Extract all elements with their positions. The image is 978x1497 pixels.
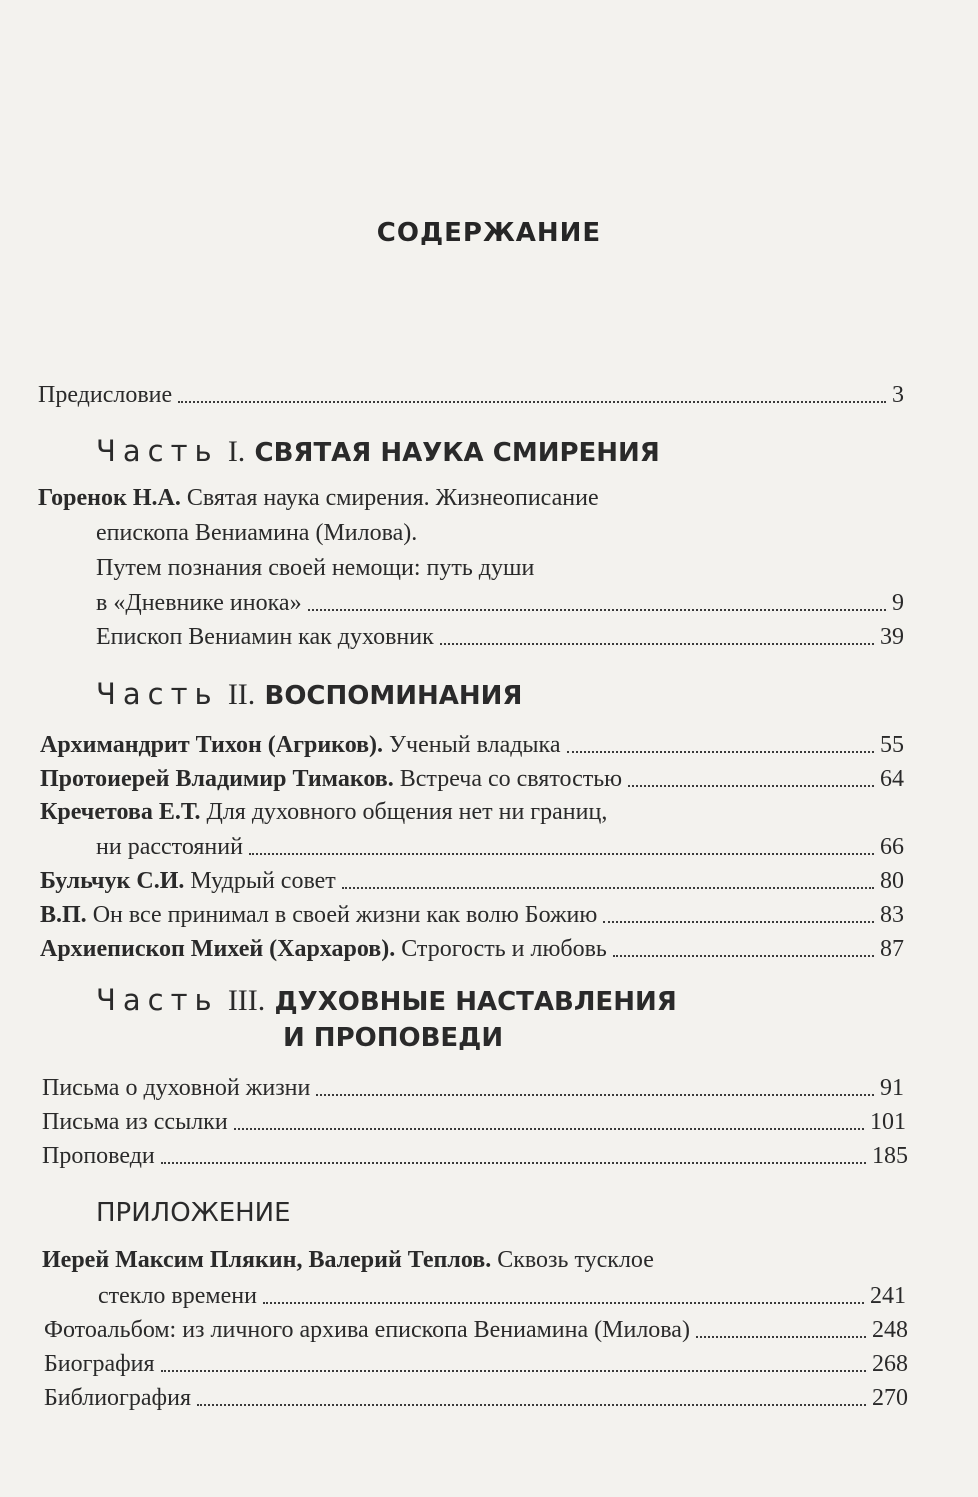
- entry-title: Письма из ссылки: [42, 1109, 228, 1135]
- part-3-heading: [96, 983, 677, 1018]
- page-number: 270: [872, 1385, 908, 1411]
- toc-entry: [40, 862, 904, 896]
- entry-title: Епископ Вениамин как духовник: [96, 624, 434, 650]
- toc-entry: [40, 896, 904, 930]
- toc-entry-gorenok-line1: [38, 483, 599, 513]
- part-1-heading: [96, 434, 660, 469]
- toc-entry-appendix-line1: [42, 1245, 654, 1275]
- entry-author: Бульчук С.И.: [40, 868, 185, 894]
- toc-entry-gorenok-line4: [96, 584, 904, 618]
- entry-title: Строгость и любовь: [401, 936, 607, 962]
- appendix-heading: ПРИЛОЖЕНИЕ: [96, 1198, 291, 1228]
- entry-title: стекло времени: [98, 1283, 257, 1309]
- entry-title: Он все принимал в своей жизни как волю Божию: [92, 902, 598, 928]
- page-number: 80: [880, 868, 904, 894]
- entry-title: Библиография: [44, 1385, 191, 1411]
- toc-entry: [40, 726, 904, 760]
- dot-leader: [440, 642, 874, 645]
- page-number: 268: [872, 1351, 908, 1377]
- entry-author: Протоиерей Владимир Тимаков.: [40, 766, 394, 792]
- toc-entry: [40, 760, 904, 794]
- dot-leader: [263, 1301, 864, 1304]
- entry-title: Сквозь тусклое: [497, 1247, 654, 1273]
- part-title: СВЯТАЯ НАУКА СМИРЕНИЯ: [254, 438, 660, 468]
- part-title: ДУХОВНЫЕ НАСТАВЛЕНИЯ: [274, 987, 677, 1017]
- entry-title: Мудрый совет: [190, 868, 336, 894]
- page-number: 91: [880, 1075, 904, 1101]
- toc-entry: [40, 930, 904, 964]
- dot-leader: [628, 784, 874, 787]
- dot-leader: [249, 852, 874, 855]
- part-number: III.: [227, 984, 266, 1017]
- entry-title: ни расстояний: [96, 834, 243, 860]
- entry-title: Для духовного общения нет ни границ,: [206, 799, 608, 825]
- dot-leader: [234, 1127, 864, 1130]
- entry-title: Фотоальбом: из личного архива епископа Вениамина (Милова): [44, 1317, 690, 1343]
- entry-title: Предисловие: [38, 382, 173, 408]
- part-title: ВОСПОМИНАНИЯ: [264, 681, 523, 711]
- dot-leader: [613, 954, 874, 957]
- entry-author: В.П.: [40, 902, 87, 928]
- toc-entry: [42, 1069, 904, 1103]
- entry-title: в «Дневнике инока»: [96, 590, 302, 616]
- entry-title: Проповеди: [42, 1143, 155, 1169]
- dot-leader: [603, 920, 874, 923]
- part-prefix: Часть: [96, 677, 219, 711]
- entry-title: Письма о духовной жизни: [42, 1075, 311, 1101]
- dot-leader: [197, 1403, 866, 1406]
- part-prefix: Часть: [96, 983, 219, 1017]
- part-prefix: Часть: [96, 434, 219, 468]
- page-number: 248: [872, 1317, 908, 1343]
- toc-entry-gorenok-line2: епископа Вениамина (Милова).: [96, 520, 418, 546]
- page-title: СОДЕРЖАНИЕ: [376, 218, 602, 248]
- toc-entry: [42, 1103, 906, 1137]
- dot-leader: [316, 1093, 874, 1096]
- part-number: I.: [227, 435, 246, 468]
- entry-title: Встреча со святостью: [399, 766, 623, 792]
- toc-entry: [44, 1345, 908, 1379]
- part-title-line2: И ПРОПОВЕДИ: [283, 1023, 504, 1053]
- dot-leader: [161, 1369, 866, 1372]
- entry-author: Иерей Максим Плякин, Валерий Теплов.: [42, 1247, 492, 1273]
- entry-title: Ученый владыка: [389, 732, 561, 758]
- toc-entry-preface: [38, 376, 904, 410]
- dot-leader: [696, 1335, 866, 1338]
- page-number: 241: [870, 1283, 906, 1309]
- page-number: 64: [880, 766, 904, 792]
- entry-author: Архимандрит Тихон (Агриков).: [40, 732, 384, 758]
- toc-entry: [42, 1137, 908, 1171]
- page-number: 39: [880, 624, 904, 650]
- page-number: 87: [880, 936, 904, 962]
- dot-leader: [342, 886, 874, 889]
- toc-entry: [44, 1311, 908, 1345]
- toc-entry-line2: [96, 828, 904, 862]
- dot-leader: [567, 750, 874, 753]
- page-number: 3: [892, 382, 904, 408]
- part-number: II.: [227, 678, 256, 711]
- entry-title: Биография: [44, 1351, 155, 1377]
- dot-leader: [161, 1161, 866, 1164]
- part-2-heading: [96, 677, 522, 712]
- entry-author: Архиепископ Михей (Хархаров).: [40, 936, 396, 962]
- toc-entry-line1: [40, 797, 607, 827]
- page-number: 55: [880, 732, 904, 758]
- page-number: 83: [880, 902, 904, 928]
- page-number: 101: [870, 1109, 906, 1135]
- entry-title: Святая наука смирения. Жизнеописание: [186, 485, 599, 511]
- page-number: 9: [892, 590, 904, 616]
- toc-entry-appendix-line2: [98, 1277, 906, 1311]
- toc-entry: [44, 1379, 908, 1413]
- toc-entry-gorenok-line5: [96, 618, 904, 652]
- dot-leader: [308, 608, 886, 611]
- toc-entry-gorenok-line3: Путем познания своей немощи: путь души: [96, 555, 535, 581]
- dot-leader: [178, 400, 886, 403]
- page-number: 185: [872, 1143, 908, 1169]
- entry-author: Горенок Н.А.: [38, 485, 181, 511]
- entry-author: Кречетова Е.Т.: [40, 799, 201, 825]
- page-number: 66: [880, 834, 904, 860]
